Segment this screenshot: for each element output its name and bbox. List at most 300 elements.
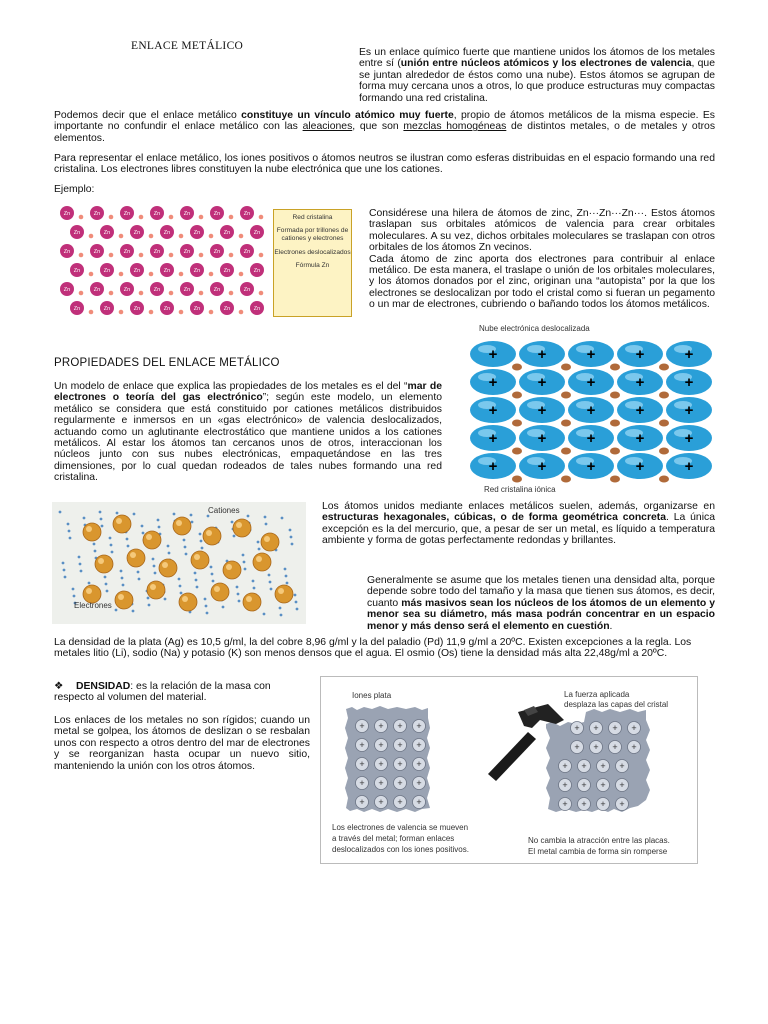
malleability-illustration	[320, 676, 698, 864]
zinc-ion-label: Zn	[73, 268, 81, 275]
plus-sign: +	[488, 374, 498, 391]
electron-dot	[132, 610, 135, 613]
paragraph-density: Generalmente se asume que los metales tienen una densidad alta, porque depende sobre todo del tamaño y la masa que tienen sus átomos, es decir, cuanto más masivos sean los núcleos de los átomos de un elemento y menor sea su diámetro, más masa podrán concentrar en un espacio menor y más denso será el elemento en cuestión.	[367, 575, 715, 632]
electron-blob	[561, 364, 571, 371]
plus-sign: +	[600, 780, 606, 790]
caption-left-1: Los electrones de valencia se mueven	[332, 823, 469, 832]
plus-sign: +	[581, 780, 587, 790]
paragraph-definition: Podemos decir que el enlace metálico constituye un vínculo atómico muy fuerte, propio de átomos metálicos de la misma especie. Es importante no confundir el enlace metálico con las aleaciones, que son mezclas homogéneas de distintos metales, o de metales y otros elementos.	[54, 110, 716, 144]
electron-dot	[237, 593, 240, 596]
electron-dot	[296, 608, 299, 611]
zinc-ion-label: Zn	[133, 268, 141, 275]
plus-sign: +	[378, 721, 384, 731]
cation-sphere	[159, 559, 177, 577]
cation-sphere	[173, 517, 191, 535]
figure-label-top: Nube electrónica deslocalizada	[479, 324, 590, 333]
sphere-highlight	[214, 586, 220, 592]
cation-sphere	[113, 515, 131, 533]
sphere-highlight	[130, 552, 136, 558]
plus-sign: +	[684, 430, 694, 447]
electron-dot	[258, 548, 261, 551]
electron-dot	[243, 561, 246, 564]
zinc-ion-label: Zn	[73, 306, 81, 313]
plus-sign: +	[416, 778, 422, 788]
plus-sign: +	[416, 797, 422, 807]
electron-dot	[281, 517, 284, 520]
cation-sphere	[179, 593, 197, 611]
electron-dot	[201, 547, 204, 550]
zinc-ion-label: Zn	[133, 306, 141, 313]
cation-sphere	[223, 561, 241, 579]
figure-label-cationes: Cationes	[208, 506, 240, 515]
electron-blob	[512, 448, 522, 455]
sphere-highlight	[86, 588, 92, 594]
electron-dot	[100, 518, 103, 521]
sphere-highlight	[146, 534, 152, 540]
electron-dot	[148, 604, 151, 607]
legend-electrones: Electrones deslocalizados	[274, 248, 351, 256]
paragraph-mar-de-electrones: Un modelo de enlace que explica las propiedades de los metales es el del “mar de electrones o teoría del gas electrónico”; según este modelo, un elemento metálico se considera que está constituido por cationes metálicos distribuidos regularmente e inmersos en un «gas electrónico» de valencia deslocalizados, actuando como un aglutinante electrostático que mantiene unidos a los cationes metálicos. Al estar los átomos tan cercanos unos de otros, interaccionan los núcleos junto con sus nubes electrónicas, empaquetándose en las tres dimensiones, por lo cual quedan rodeados de tales nubes formando una red cristalina.	[54, 381, 442, 484]
electron-dot	[138, 578, 141, 581]
electron-dot	[252, 580, 255, 583]
electron-dot	[116, 512, 119, 515]
zinc-ion-label: Zn	[213, 287, 221, 294]
electron-dot	[294, 594, 297, 597]
plus-sign: +	[635, 402, 645, 419]
plus-sign: +	[574, 723, 580, 733]
electron-dot	[259, 291, 264, 296]
plus-sign: +	[586, 458, 596, 475]
legend-red-cristalina: Red cristalina	[292, 214, 333, 221]
electron-dot	[222, 606, 225, 609]
figure-label-force-2: desplaza las capas del cristal	[564, 700, 669, 709]
electron-dot	[88, 582, 91, 585]
zinc-ion-label: Zn	[223, 268, 231, 275]
density-definition: ❖ DENSIDAD: es la relación de la masa con respecto al volumen del material.	[54, 681, 271, 704]
plus-sign: +	[586, 402, 596, 419]
electron-dot	[231, 521, 234, 524]
cation-sphere	[127, 549, 145, 567]
electron-dot	[120, 570, 123, 573]
electron-blob	[659, 448, 669, 455]
electron-dot	[126, 538, 129, 541]
electron-dot	[259, 253, 264, 258]
plus-sign: +	[488, 430, 498, 447]
zinc-ion-label: Zn	[93, 211, 101, 218]
zinc-ion-label: Zn	[63, 287, 71, 294]
paragraph-flexible-bonds: Los enlaces de los metales no son rígidos; cuando un metal se golpea, los átomos de deslizan o se resbalan unos con respecto a otros dentro del mar de electrones y se reorganizan hasta ocupar un nuevo sitio, manteniendo la unión con los otros átomos.	[54, 715, 310, 772]
sphere-highlight	[278, 588, 284, 594]
plus-sign: +	[537, 402, 547, 419]
electron-dot	[280, 614, 283, 617]
electron-dot	[183, 539, 186, 542]
plus-sign: +	[359, 721, 365, 731]
electron-dot	[194, 572, 197, 575]
zinc-ion-label: Zn	[133, 230, 141, 237]
electron-dot	[79, 563, 82, 566]
electron-dot	[63, 569, 66, 572]
page-title: ENLACE METÁLICO	[131, 40, 244, 52]
electron-dot	[239, 310, 244, 315]
electron-dot	[279, 607, 282, 610]
zinc-ion-label: Zn	[103, 268, 111, 275]
zinc-ion-label: Zn	[243, 211, 251, 218]
zinc-ion-label: Zn	[153, 211, 161, 218]
zinc-ion-label: Zn	[183, 211, 191, 218]
plus-sign: +	[631, 723, 637, 733]
zinc-ion-label: Zn	[243, 287, 251, 294]
figure-label-bottom: Red cristalina iónica	[484, 485, 556, 494]
electron-dot	[110, 544, 113, 547]
zinc-ion-label: Zn	[193, 306, 201, 313]
zinc-ion-label: Zn	[93, 287, 101, 294]
electron-dot	[179, 310, 184, 315]
electron-dot	[64, 576, 67, 579]
electron-dot	[149, 234, 154, 239]
electron-dot	[191, 521, 194, 524]
section-title-propiedades: PROPIEDADES DEL ENLACE METÁLICO	[54, 357, 280, 369]
intro-paragraph: Es un enlace químico fuerte que mantiene unidos los átomos de los metales entre sí (unión entre núcleos atómicos y los electrones de valencia, que se juntan alrededor de éstos como una nube). Estos átomos se agrupan de forma muy cercana unos a otros, lo que produce estructuras muy compactas formando una red cristalina.	[359, 47, 715, 104]
electron-dot	[59, 511, 62, 514]
electron-dot	[196, 586, 199, 589]
electron-blob	[659, 420, 669, 427]
plus-sign: +	[586, 374, 596, 391]
electron-dot	[291, 543, 294, 546]
electron-dot	[139, 291, 144, 296]
paragraph-representation: Para representar el enlace metálico, los iones positivos o átomos neutros se ilustran como esferas distribuidas en el espacio formando una red cristalina. Los electrones libres constituyen la nube electrónica que une los cationes.	[54, 153, 715, 176]
plus-sign: +	[359, 740, 365, 750]
electron-dot	[137, 571, 140, 574]
electron-dot	[179, 585, 182, 588]
electron-dot	[286, 582, 289, 585]
plus-sign: +	[600, 799, 606, 809]
electron-dot	[269, 581, 272, 584]
cation-sphere	[203, 527, 221, 545]
electron-dot	[89, 272, 94, 277]
sphere-highlight	[116, 518, 122, 524]
plus-sign: +	[619, 799, 625, 809]
electron-dot	[284, 568, 287, 571]
electron-dot	[184, 546, 187, 549]
electron-blob	[610, 420, 620, 427]
cation-sphere	[95, 555, 113, 573]
electron-dot	[68, 530, 71, 533]
plus-sign: +	[684, 374, 694, 391]
electron-dot	[229, 215, 234, 220]
electron-dot	[268, 574, 271, 577]
plus-sign: +	[684, 402, 694, 419]
plus-sign: +	[537, 458, 547, 475]
electron-dot	[253, 587, 256, 590]
plus-sign: +	[612, 742, 618, 752]
electron-dot	[179, 234, 184, 239]
electron-blob	[561, 392, 571, 399]
electron-dot	[89, 310, 94, 315]
electron-dot	[78, 556, 81, 559]
zinc-ion-label: Zn	[63, 211, 71, 218]
electron-dot	[153, 565, 156, 568]
sphere-highlight	[246, 596, 252, 602]
zinc-lattice-illustration	[55, 203, 265, 321]
plus-sign: +	[397, 778, 403, 788]
electron-dot	[119, 310, 124, 315]
electron-dot	[200, 540, 203, 543]
electron-dot	[93, 543, 96, 546]
cation-sphere	[147, 581, 165, 599]
electron-dot	[242, 554, 245, 557]
sphere-highlight	[226, 564, 232, 570]
plus-sign: +	[635, 458, 645, 475]
plus-sign: +	[593, 723, 599, 733]
plus-sign: +	[359, 778, 365, 788]
zinc-ion-label: Zn	[193, 230, 201, 237]
plus-sign: +	[537, 430, 547, 447]
zinc-ion-label: Zn	[213, 211, 221, 218]
electron-dot	[185, 553, 188, 556]
electron-dot	[111, 551, 114, 554]
electron-dot	[257, 541, 260, 544]
electron-dot	[164, 598, 167, 601]
electron-dot	[205, 605, 208, 608]
plus-sign: +	[635, 346, 645, 363]
electron-dot	[259, 215, 264, 220]
electron-dot	[265, 523, 268, 526]
electron-dot	[199, 215, 204, 220]
cation-sphere	[243, 593, 261, 611]
electron-blob	[610, 392, 620, 399]
electron-dot	[69, 537, 72, 540]
plus-sign: +	[684, 346, 694, 363]
electron-dot	[209, 310, 214, 315]
plus-sign: +	[397, 759, 403, 769]
electron-dot	[168, 552, 171, 555]
caption-left-3: deslocalizados con los iones positivos.	[332, 845, 469, 854]
cation-sphere	[233, 519, 251, 537]
plus-sign: +	[416, 740, 422, 750]
electron-blob	[561, 420, 571, 427]
electron-dot	[244, 568, 247, 571]
zinc-ion-label: Zn	[223, 306, 231, 313]
plus-sign: +	[378, 797, 384, 807]
ionic-lattice-illustration	[466, 322, 716, 494]
sphere-highlight	[118, 594, 124, 600]
paragraph-silver-density: La densidad de la plata (Ag) es 10,5 g/ml, la del cobre 8,96 g/ml y la del paladio (Pd) 11,9 g/ml a 20ºC. Existen excepciones a la regla. Los metales litio (Li), sodio (Na) y potasio (K) son menos densos que el agua. El osmio (Os) tiene la densidad más alta 22,48g/ml a 20ºC.	[54, 637, 692, 660]
electron-dot	[149, 272, 154, 277]
electron-dot	[195, 579, 198, 582]
zinc-ion-label: Zn	[253, 306, 261, 313]
electron-blob	[610, 476, 620, 483]
link-aleaciones[interactable]: aleaciones	[302, 121, 353, 133]
sphere-highlight	[194, 554, 200, 560]
cation-sphere	[191, 551, 209, 569]
electron-dot	[211, 573, 214, 576]
plus-sign: +	[684, 458, 694, 475]
electron-blob	[659, 476, 669, 483]
electron-dot	[199, 291, 204, 296]
plus-sign: +	[397, 797, 403, 807]
electron-dot	[263, 613, 266, 616]
electron-dot	[173, 513, 176, 516]
sphere-highlight	[162, 562, 168, 568]
zinc-ion-label: Zn	[163, 230, 171, 237]
plus-sign: +	[600, 761, 606, 771]
electron-blob	[561, 476, 571, 483]
figure-label-iones-plata: Iones plata	[352, 691, 392, 700]
electron-dot	[121, 577, 124, 580]
zinc-ion-label: Zn	[123, 249, 131, 256]
plus-sign: +	[635, 374, 645, 391]
electron-dot	[127, 545, 130, 548]
electron-dot	[229, 253, 234, 258]
electron-dot	[209, 234, 214, 239]
electron-blob	[659, 364, 669, 371]
electron-dot	[179, 272, 184, 277]
sphere-highlight	[264, 536, 270, 542]
plus-sign: +	[619, 780, 625, 790]
cation-sphere	[83, 523, 101, 541]
electron-dot	[72, 588, 75, 591]
electron-dot	[158, 526, 161, 529]
plus-sign: +	[397, 721, 403, 731]
sphere-highlight	[256, 556, 262, 562]
electron-dot	[133, 513, 136, 516]
paragraph-structures: Los átomos unidos mediante enlaces metálicos suelen, además, organizarse en estructuras hexagonales, cúbicas, o de forma geométrica concreta. La única excepción es la del mercurio, que, a pesar de ser un metal, es líquido a temperatura ambiente y forma de gotas perfectamente redondas y brillantes.	[322, 501, 715, 547]
zinc-ion-label: Zn	[103, 230, 111, 237]
electron-blob	[512, 420, 522, 427]
zinc-ion-label: Zn	[123, 287, 131, 294]
electron-dot	[83, 517, 86, 520]
electron-dot	[209, 272, 214, 277]
electron-dot	[109, 253, 114, 258]
electron-dot	[79, 253, 84, 258]
electron-dot	[180, 592, 183, 595]
electron-dot	[79, 215, 84, 220]
sphere-highlight	[98, 558, 104, 564]
cation-sphere	[253, 553, 271, 571]
figure-label-force-1: La fuerza aplicada	[564, 690, 630, 699]
electron-dot	[207, 515, 210, 518]
plus-sign: +	[581, 799, 587, 809]
electron-dot	[80, 570, 83, 573]
electron-dot	[295, 601, 298, 604]
electron-blob	[512, 476, 522, 483]
zinc-ion-label: Zn	[243, 249, 251, 256]
diamond-bullet-icon: ❖	[54, 681, 64, 692]
electron-dot	[190, 514, 193, 517]
electron-dot	[233, 535, 236, 538]
electron-dot	[79, 291, 84, 296]
electron-dot	[62, 562, 65, 565]
plus-sign: +	[586, 346, 596, 363]
plus-sign: +	[416, 721, 422, 731]
electron-dot	[122, 584, 125, 587]
electron-dot	[169, 253, 174, 258]
electron-dot	[89, 234, 94, 239]
electron-dot	[157, 519, 160, 522]
example-label: Ejemplo:	[54, 184, 95, 195]
zinc-paragraph: Considérese una hilera de átomos de zinc, Zn···Zn···Zn···. Estos átomos traslapan sus orbitales atómicos de valencia para crear orbitales moleculares. A su vez, dichos orbitales moleculares se traslapan con otros orbitales de los átomos Zn vecinos. Cada átomo de zinc aporta dos electrones para contribuir al enlace metálico. De esta manera, el traslape o unión de los orbitales moleculares, y los átomos donados por el zinc, originan una “autopista” por la que los electrones se deslocalizan por todo el cristal como si fueran un pegamento o un mar de electrones, cubriendo o bañando todos los átomos metálicos.	[369, 208, 715, 311]
electron-dot	[152, 558, 155, 561]
plus-sign: +	[488, 458, 498, 475]
legend-formada: Formada por trillones de cationes y electrones	[276, 227, 349, 243]
electron-blob	[561, 448, 571, 455]
electron-dot	[115, 609, 118, 612]
plus-sign: +	[359, 797, 365, 807]
plus-sign: +	[562, 761, 568, 771]
electron-dot	[147, 597, 150, 600]
plus-sign: +	[593, 742, 599, 752]
zinc-ion-label: Zn	[253, 268, 261, 275]
electron-dot	[106, 590, 109, 593]
zinc-legend-box	[273, 209, 352, 317]
electron-dot	[119, 272, 124, 277]
cation-sphere	[211, 583, 229, 601]
plus-sign: +	[488, 402, 498, 419]
zinc-ion-label: Zn	[183, 287, 191, 294]
electron-dot	[238, 600, 241, 603]
electron-dot	[73, 595, 76, 598]
zinc-ion-label: Zn	[223, 230, 231, 237]
electron-dot	[178, 578, 181, 581]
zinc-ion-label: Zn	[93, 249, 101, 256]
electron-blob	[512, 364, 522, 371]
zinc-ion-label: Zn	[123, 211, 131, 218]
plus-sign: +	[537, 346, 547, 363]
electron-dot	[270, 588, 273, 591]
legend-formula: Fórmula Zn	[295, 261, 330, 269]
electron-dot	[204, 598, 207, 601]
electron-dot	[210, 566, 213, 569]
electron-blob	[610, 448, 620, 455]
electron-dot	[206, 612, 209, 615]
zinc-ion-label: Zn	[73, 230, 81, 237]
plus-sign: +	[397, 740, 403, 750]
plus-sign: +	[562, 780, 568, 790]
electron-dot	[109, 291, 114, 296]
electron-dot	[149, 310, 154, 315]
electron-dot	[154, 572, 157, 575]
plus-sign: +	[581, 761, 587, 771]
plus-sign: +	[619, 761, 625, 771]
caption-left-2: a través del metal; forman enlaces	[332, 834, 455, 843]
electron-blob	[610, 364, 620, 371]
plus-sign: +	[378, 759, 384, 769]
link-mezclas-homogeneas[interactable]: mezclas homogéneas	[403, 121, 507, 133]
plus-sign: +	[562, 799, 568, 809]
plus-sign: +	[488, 346, 498, 363]
electron-dot	[236, 586, 239, 589]
electron-dot	[199, 533, 202, 536]
zinc-ion-label: Zn	[213, 249, 221, 256]
electron-dot	[199, 253, 204, 258]
cation-sphere	[115, 591, 133, 609]
electron-dot	[109, 537, 112, 540]
electron-blob	[512, 392, 522, 399]
zinc-ion-label: Zn	[163, 306, 171, 313]
cation-sphere	[261, 533, 279, 551]
sphere-highlight	[150, 584, 156, 590]
electron-dot	[290, 536, 293, 539]
plus-sign: +	[359, 759, 365, 769]
electron-dot	[289, 529, 292, 532]
sphere-highlight	[206, 530, 212, 536]
electron-dot	[94, 550, 97, 553]
electron-dot	[99, 511, 102, 514]
zinc-ion-label: Zn	[153, 287, 161, 294]
plus-sign: +	[574, 742, 580, 752]
plus-sign: +	[416, 759, 422, 769]
electron-dot	[139, 253, 144, 258]
